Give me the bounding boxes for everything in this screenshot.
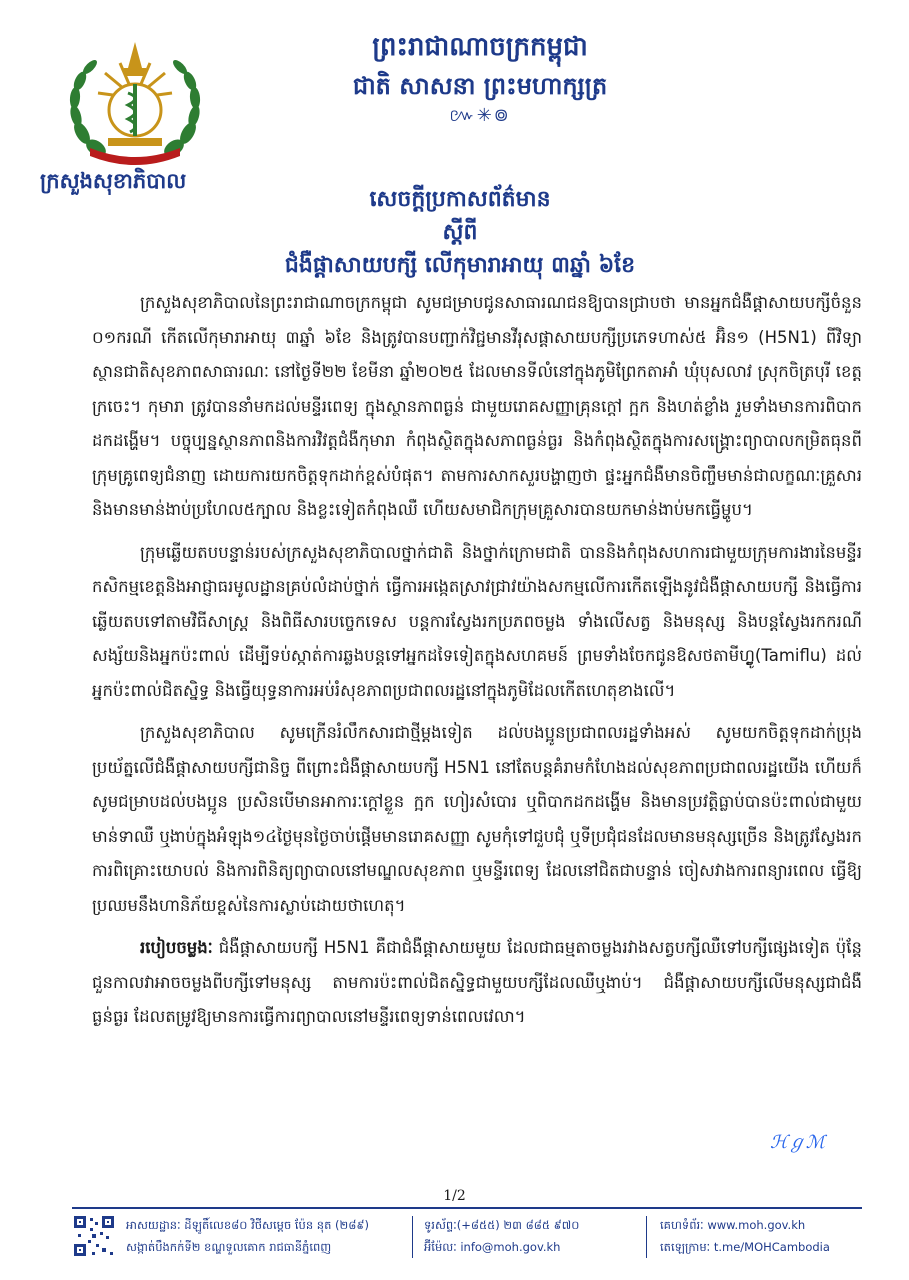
footer-separator: [412, 1216, 413, 1258]
footer-website[interactable]: គេហទំព័រៈ www.moh.gov.kh: [660, 1218, 806, 1232]
ornament: ៚✳៙: [449, 105, 511, 126]
title-line-3: ជំងឺផ្តាសាយបក្សី លើកុមារាអាយុ ៣ឆ្នាំ ៦ខែ: [284, 252, 636, 278]
footer-divider: [72, 1207, 862, 1209]
document-body: [92, 286, 862, 1043]
signature: ℋℊℳ: [770, 1132, 826, 1153]
national-motto: ជាតិ សាសនា ព្រះមហាក្សត្រ: [352, 71, 608, 100]
document-title: [230, 182, 690, 282]
ministry-emblem-icon: [60, 38, 210, 173]
footer-address-line-2: សង្កាត់បឹងកក់ទី២ ខណ្ឌទួលគោក រាជធានីភ្នំពេញ: [126, 1240, 332, 1254]
footer-telegram[interactable]: តេឡេក្រាមៈ t.me/MOHCambodia: [660, 1240, 830, 1254]
footer-contact: [424, 1214, 579, 1258]
page-number: 1/2: [443, 1188, 466, 1204]
paragraph-3: ក្រសួងសុខាភិបាល សូមក្រើនរំលឹកសារជាថ្មីម្តងទៀត ដល់បងប្អូនប្រជាពលរដ្ឋទាំងអស់ សូមយកចិត្តទុកដាក់ប្រុងប្រយ័ត្នលើជំងឺផ្តាសាយបក្សីជានិច្ច ពីព្រោះជំងឺផ្តាសាយបក្សី H5N1 នៅតែបន្តគំរាមកំហែងដល់សុខភាពប្រជាពលរដ្ឋយើង ហើយក៏សូមជម្រាបដល់បងប្អូន ប្រសិនបើមានអាការៈក្តៅខ្លួន ក្អក ហៀរសំបោរ ឬពិបាកដកដង្ហើម និងមានប្រវត្តិធ្លាប់បានប៉ះពាល់ជាមួយមាន់ទាឈឺ ឬងាប់ក្នុងអំឡុង១៤ថ្ងៃមុនថ្ងៃចាប់ផ្តើមមានរោគសញ្ញា សូមកុំទៅជួបជុំ ឬទីប្រជុំជនដែលមានមនុស្សច្រើន និងត្រូវស្វែងរកការពិគ្រោះយោបល់ និងការពិនិត្យព្យាបាលនៅមណ្ឌលសុខភាព ឬមន្ទីរពេទ្យ ដែលនៅជិតជាបន្ទាន់ ចៀសវាងការពន្យារពេល ធ្វើឱ្យប្រឈមនឹងហានិភ័យខ្ពស់នៃការស្លាប់ដោយថាហេតុ។: [92, 723, 862, 915]
footer-address: [126, 1214, 369, 1258]
footer-phone[interactable]: ទូរស័ព្ទៈ(+៨៥៥) ២៣ ៨៨៥ ៩៧០: [424, 1218, 580, 1232]
qr-code-icon: [72, 1214, 116, 1258]
paragraph-4: [92, 931, 862, 1035]
footer-links: [660, 1214, 830, 1258]
footer-separator: [646, 1216, 647, 1258]
ministry-name: ក្រសួងសុខាភិបាល: [40, 168, 187, 193]
paragraph-1: ក្រសួងសុខាភិបាលនៃព្រះរាជាណាចក្រកម្ពុជា សូមជម្រាបជូនសាធារណជនឱ្យបានជ្រាបថា មានអ្នកជំងឺផ្តាសាយបក្សីចំនួន ០១ករណី កើតលើកុមារាអាយុ ៣ឆ្នាំ ៦ខែ និងត្រូវបានបញ្ជាក់វិជ្ជមានវីរុសផ្តាសាយបក្សីប្រភេទហាស់៥ អ៊ិន១ (H5N1) ពីវិទ្យាស្ថានជាតិសុខភាពសាធារណៈ នៅថ្ងៃទី២២ ខែមីនា ឆ្នាំ២០២៥ ដែលមានទីលំនៅក្នុងភូមិព្រែកតាអាំ ឃុំបុសលាវ ស្រុកចិត្របុរី ខេត្តក្រចេះ។ កុមារា ត្រូវបាននាំមកដល់មន្ទីរពេទ្យ ក្នុងស្ថានភាពធ្ងន់ ជាមួយរោគសញ្ញាគ្រុនក្តៅ ក្អក និងហត់ខ្លាំង រួមទាំងមានការពិបាកដកដង្ហើម។ បច្ចុប្បន្នស្ថានភាពនិងការវិវត្តជំងឺកុមារា កំពុងស្ថិតក្នុងសភាពធ្ងន់ធ្ងរ និងកំពុងស្ថិតក្នុងការសង្គ្រោះព្យាបាលកម្រិតធុនពីក្រុមគ្រូពេទ្យជំនាញ ដោយការយកចិត្តទុកដាក់ខ្ពស់បំផុត។ តាមការសាកសួរបង្ហាញថា ផ្ទះអ្នកជំងឺមានចិញ្ចឹមមាន់ជាលក្ខណៈគ្រួសារ និងមានមាន់ងាប់ប្រហែល៥ក្បាល និងខ្លះទៀតកំពុងឈឺ ហើយសមាជិកក្រុមគ្រួសារបានយកមាន់ងាប់មកធ្វើម្ហូប។: [92, 293, 862, 519]
ministry-logo: [60, 38, 210, 173]
title-line-2: ស្តីពី: [442, 219, 478, 245]
title-line-1: សេចក្តីប្រកាសព័ត៌មាន: [369, 186, 551, 212]
transmission-label: របៀបចម្លងៈ: [140, 938, 213, 957]
footer-address-line-1: អាសយដ្ឋានៈ ដីឡូតិ៍លេខ៨០ វិថីសម្តេច ប៉ែន នុត (២៨៩): [126, 1218, 370, 1232]
footer-email[interactable]: អ៊ីម៉ែលៈ info@moh.gov.kh: [424, 1240, 561, 1254]
transmission-text: ជំងឺផ្តាសាយបក្សី H5N1 គឺជាជំងឺផ្តាសាយមួយ ដែលជាធម្មតាចម្លងរវាងសត្វបក្សីឈឺទៅបក្សីផ្សេងទៀត ប៉ុន្តែជួនកាលវាអាចចម្លងពីបក្សីទៅមនុស្ស តាមការប៉ះពាល់ជិតស្និទ្ធជាមួយបក្សីដែលឈឺឬងាប់។ ជំងឺផ្តាសាយបក្សីលើមនុស្សជាជំងឺធ្ងន់ធ្ងរ ដែលតម្រូវឱ្យមានការធ្វើការព្យាបាលនៅមន្ទីរពេទ្យទាន់ពេលវេលា។: [92, 938, 862, 1026]
paragraph-2: ក្រុមឆ្លើយតបបន្ទាន់របស់ក្រសួងសុខាភិបាលថ្នាក់ជាតិ និងថ្នាក់ក្រោមជាតិ បាននិងកំពុងសហការជាមួយក្រុមការងារនៃមន្ទីរកសិកម្មខេត្តនិងអាជ្ញាធរមូលដ្ឋានគ្រប់លំដាប់ថ្នាក់ ធ្វើការអង្កេតស្រាវជ្រាវយ៉ាងសកម្មលើការកើតឡើងនូវជំងឺផ្តាសាយបក្សី និងធ្វើការឆ្លើយតបទៅតាមវិធីសាស្ត្រ និងពិធីសារបច្ចេកទេស បន្តការស្វែងរកប្រភពចម្លង ទាំងលើសត្វ និងមនុស្ស និងបន្តស្វែងរកករណីសង្ស័យនិងអ្នកប៉ះពាល់ ដើម្បីទប់ស្កាត់ការឆ្លងបន្តទៅអ្នកដទៃទៀតក្នុងសហគមន៍ ព្រមទាំងចែកជូនឱសថតាមីហ្វ្លូ(Tamiflu) ដល់អ្នកប៉ះពាល់ជិតស្និទ្ធ និងធ្វើយុទ្ធនាការអប់រំសុខភាពប្រជាពលរដ្ឋនៅក្នុងភូមិដែលកើតហេតុខាងលើ។: [92, 542, 862, 700]
kingdom-title: ព្រះរាជាណាចក្រកម្ពុជា: [372, 32, 588, 62]
kingdom-header: [300, 28, 660, 128]
footer: [72, 1212, 862, 1270]
